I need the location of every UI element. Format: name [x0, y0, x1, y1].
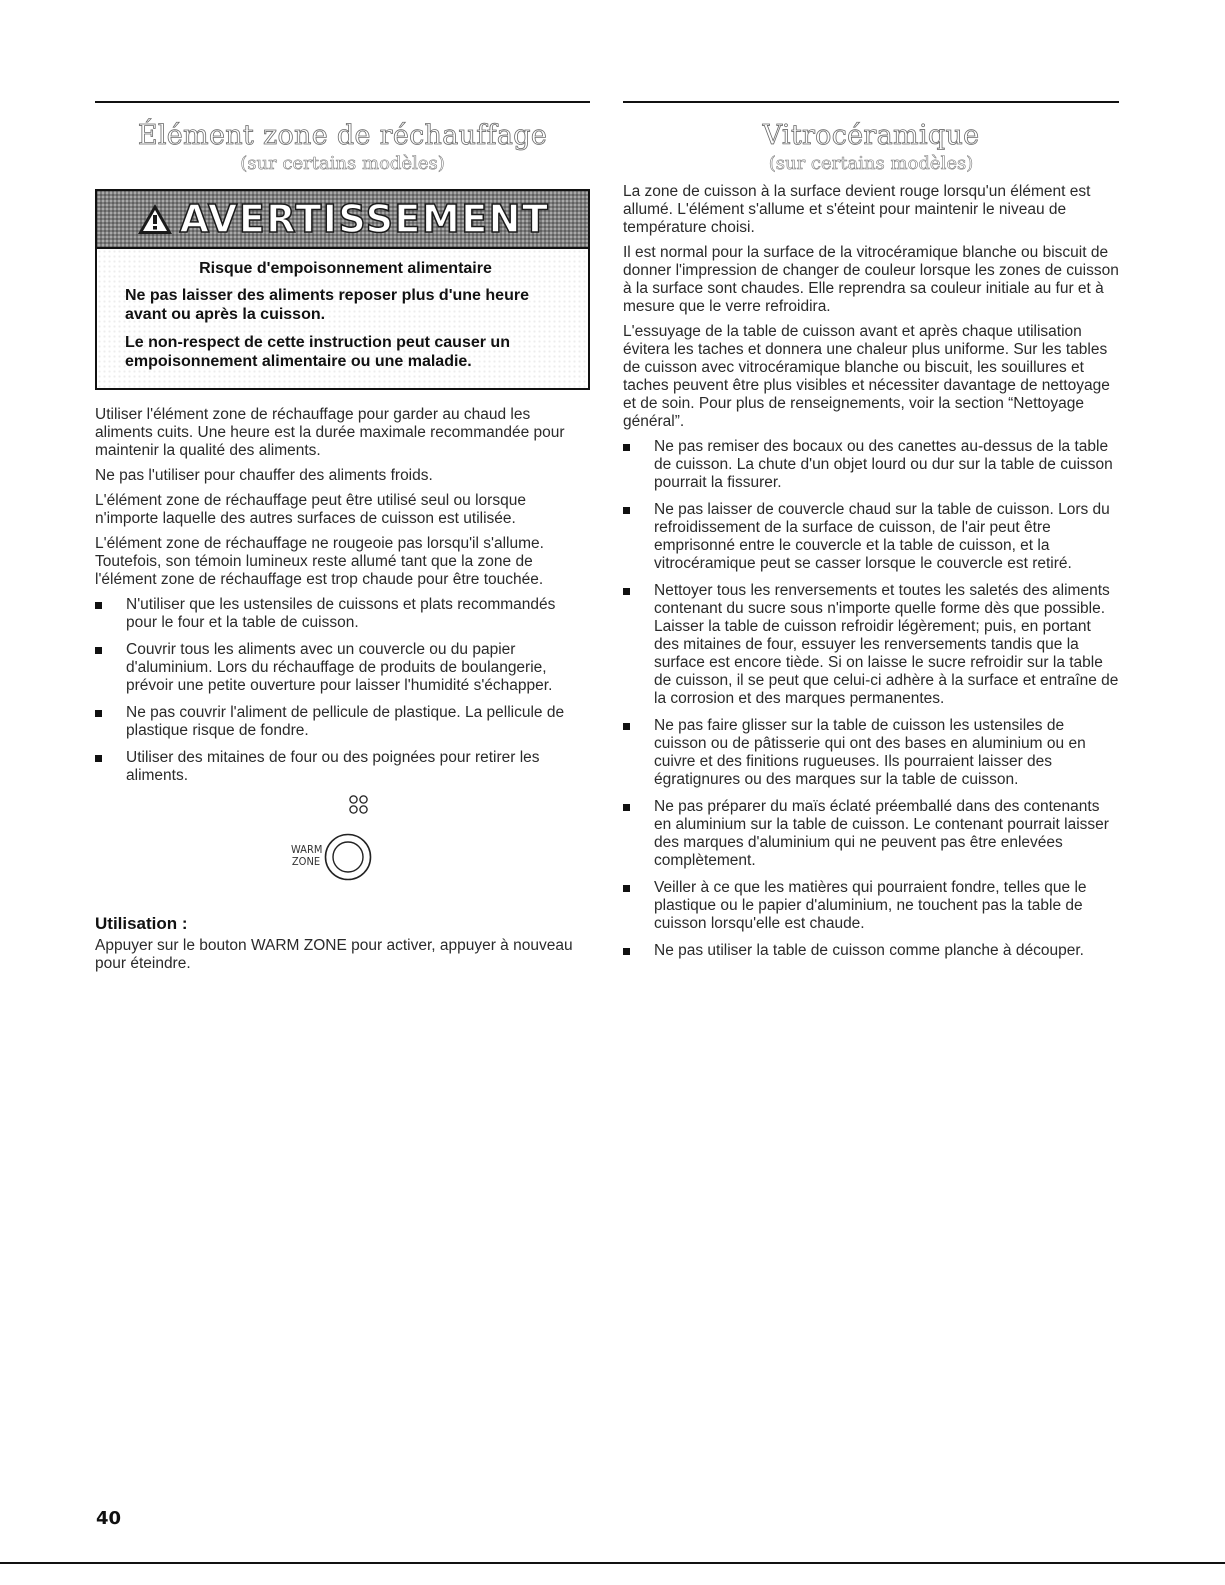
top-rule-right: [623, 101, 1119, 103]
paragraph: Ne pas l'utiliser pour chauffer des aliments froids.: [95, 467, 433, 484]
paragraph: Utiliser l'élément zone de réchauffage pour garder au chaud les aliments cuits. Une heure est la durée maximale recommandée pour maintenir la qualité des aliments.: [95, 406, 565, 459]
warm-zone-button-icon[interactable]: [323, 832, 373, 882]
paragraph: L'élément zone de réchauffage ne rougeoie pas lorsqu'il s'allume. Toutefois, son témoin lumineux reste allumé tant que la zone de l'élément zone de réchauffage est trop chaude pour être touchée.: [95, 535, 544, 588]
warning-risk: Risque d'empoisonnement alimentaire: [199, 260, 492, 277]
paragraph: L'élément zone de réchauffage peut être utilisé seul ou lorsque n'importe laquelle des autres surfaces de cuisson est utilisée.: [95, 492, 526, 527]
list-item: Ne pas faire glisser sur la table de cuisson les ustensiles de cuisson ou de pâtisserie qui ont des bases en aluminium ou en cuivre et des finitions rugueuses. Ils pourraient laisser des égratignures ou des marques sur la table de cuisson.: [623, 717, 1119, 789]
list-item: Ne pas utiliser la table de cuisson comme planche à découper.: [623, 942, 1119, 960]
warning-line-1: Ne pas laisser des aliments reposer plus d'une heure avant ou après la cuisson.: [125, 287, 529, 323]
usage-text: Appuyer sur le bouton WARM ZONE pour activer, appuyer à nouveau pour éteindre.: [95, 937, 573, 972]
list-item: Ne pas préparer du maïs éclaté préemballé dans des contenants en aluminium sur la table de cuisson. Le contenant pourrait laisser des marques d'aluminium qui ne peuvent pas être enlevées complètement.: [623, 798, 1119, 870]
warm-zone-bullets: [95, 596, 590, 785]
list-item: Ne pas laisser de couvercle chaud sur la table de cuisson. Lors du refroidissement de la surface de cuisson, de l'air peut être emprisonné entre le couvercle et la table de cuisson, et la vitrocéramique peut se casser lorsque le couvercle est retiré.: [623, 501, 1119, 573]
warning-line-2: Le non-respect de cette instruction peut causer un empoisonnement alimentaire ou une maladie.: [125, 334, 510, 370]
section-title-warm-zone: Élément zone de réchauffage: [137, 120, 548, 151]
warm-zone-label-line1: WARM: [291, 843, 323, 856]
list-item: Nettoyer tous les renversements et toutes les saletés des aliments contenant du sucre sous n'importe quelle forme dès que possible. Laisser la table de cuisson refroidir légèrement; puis, en portant des mitaines de four, essuyer les renversements tandis que la surface est encore tiède. Si on laisse le sucre refroidir sur la table de cuisson, il se peut que celui-ci adhère à la surface et entraîne de la corrosion et des marques permanentes.: [623, 582, 1119, 708]
ceramic-bullets: [623, 438, 1119, 960]
warm-zone-text: [95, 406, 590, 973]
right-column: [623, 101, 1119, 969]
warning-body: [97, 249, 588, 388]
usage-heading: Utilisation :: [95, 914, 188, 933]
list-item: Ne pas remiser des bocaux ou des canettes au-dessus de la table de cuisson. La chute d'un objet lourd ou dur sur la table de cuisson pourrait la fissurer.: [623, 438, 1119, 492]
warning-box: [95, 189, 590, 390]
left-column: [95, 101, 590, 980]
ceramic-text: [623, 183, 1119, 960]
list-item: Couvrir tous les aliments avec un couvercle ou du papier d'aluminium. Lors du réchauffage de produits de boulangerie, prévoir une petite ouverture pour laisser l'humidité s'échapper.: [95, 641, 590, 695]
warning-heading-text: AVERTISSEMENT: [179, 197, 550, 241]
section-title-ceramic: Vitrocéramique: [762, 120, 980, 151]
warning-triangle-icon: [136, 202, 174, 236]
list-item: Ne pas couvrir l'aliment de pellicule de plastique. La pellicule de plastique risque de fondre.: [95, 704, 590, 740]
cooktop-layout-icon: [348, 794, 370, 816]
paragraph: La zone de cuisson à la surface devient rouge lorsqu'un élément est allumé. L'élément s'allume et s'éteint pour maintenir le niveau de température choisi.: [623, 183, 1091, 236]
section-subtitle-ceramic: (sur certains modèles): [768, 153, 974, 174]
bottom-rule: [0, 1562, 1225, 1564]
warning-header: [97, 191, 588, 249]
top-rule-left: [95, 101, 590, 103]
list-item: Utiliser des mitaines de four ou des poignées pour retirer les aliments.: [95, 749, 590, 785]
paragraph: L'essuyage de la table de cuisson avant et après chaque utilisation évitera les taches et donnera une chaleur plus uniforme. Sur les tables de cuisson avec vitrocéramique blanche ou biscuit, les souillures et taches peuvent être plus visibles et nécessiter davantage de nettoyage et de soin. Pour plus de renseignements, voir la section “Nettoyage général”.: [623, 323, 1110, 430]
warm-zone-label-line2: ZONE: [291, 855, 321, 868]
warning-heading: [136, 197, 550, 241]
list-item: N'utiliser que les ustensiles de cuissons et plats recommandés pour le four et la table de cuisson.: [95, 596, 590, 632]
warm-zone-diagram: [95, 794, 590, 909]
section-subtitle-warm-zone: (sur certains modèles): [240, 153, 445, 174]
page-number: 40: [96, 1508, 122, 1529]
list-item: Veiller à ce que les matières qui pourraient fondre, telles que le plastique ou le papier d'aluminium, ne touchent pas la table de cuisson lorsqu'elle est chaude.: [623, 879, 1119, 933]
paragraph: Il est normal pour la surface de la vitrocéramique blanche ou biscuit de donner l'impression de changer de couleur lorsque les zones de cuisson à la surface sont chaudes. Elle reprendra sa couleur initiale au fur et à mesure que le verre refroidira.: [623, 244, 1119, 315]
